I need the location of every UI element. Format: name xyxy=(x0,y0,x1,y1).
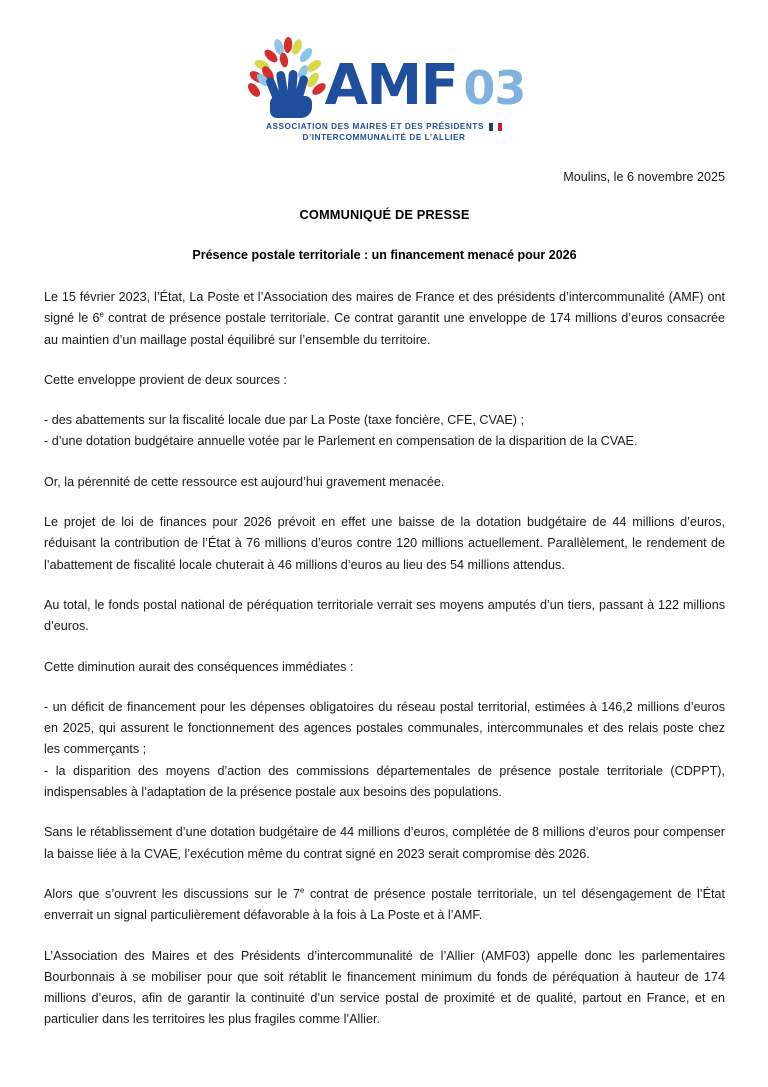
paragraph-finance-bill: Le projet de loi de finances pour 2026 prévoit en effet une baisse de la dotation budgétaire de 44 millions d’euros, réduisant la contribution de l’État à 76 millions d’euros contre 120 millions actuellement. Parallèlement, le rendement de l’abattement de fiscalité locale chuterait à 46 millions d’euros au lieu des 54 millions attendus. xyxy=(44,515,725,572)
list-item-consequence-1: - un déficit de financement pour les dépenses obligatoires du réseau postal territorial, estimées à 146,2 millions d’euros en 2025, qui assurent le fonctionnement des agences postales communales, intercommunales et des relais poste chez les commerçants ; xyxy=(44,699,725,757)
logo-tagline-line1: ASSOCIATION DES MAIRES ET DES PRÉSIDENTS xyxy=(266,122,484,131)
logo-wordmark xyxy=(324,53,526,118)
french-flag-icon xyxy=(489,123,502,131)
amf03-logo xyxy=(0,34,768,143)
amf-hand-tree-logo xyxy=(243,34,331,118)
paragraph-call-to-action: L’Association des Maires et des Présidents d’intercommunalité de l’Allier (AMF03) appelle donc les parlementaires Bourbonnais à se mobiliser pour que soit rétablit le financement minimum du fonds de péréquation à hauteur de 174 millions d’euros, afin de garantir la continuité d’un service postal de proximité et de qualité, partout en France, et en particulier dans les territoires les plus fragiles comme l’Allier. xyxy=(44,948,725,1027)
paragraph-seventh-contract-part2: contrat de présence postale territoriale, un tel désengagement de l’État enverrait un signal particulièrement défavorable à la fois à La Poste et à l’AMF. xyxy=(44,886,725,923)
page-subtitle: Présence postale territoriale : un financement menacé pour 2026 xyxy=(192,248,577,262)
paragraph-intro-part1: Le 15 février 2023, l’État, La Poste et l’Association des maires de France et des présidents d’intercommunalité (AMF) ont signé le 6 xyxy=(44,290,725,326)
logo-wordmark-03: 03 xyxy=(463,61,526,115)
ordinal-superscript-7e: e xyxy=(299,885,305,895)
logo-main-row xyxy=(243,34,526,118)
paragraph-seventh-contract xyxy=(44,884,725,927)
paragraph-restoration: Sans le rétablissement d’une dotation budgétaire de 44 millions d’euros, complétée de 8 millions d’euros pour compenser la baisse liée à la CVAE, l’exécution même du contrat signé en 2023 serait compromise dès 2026. xyxy=(44,825,725,861)
page-title: COMMUNIQUÉ DE PRESSE xyxy=(299,207,470,222)
document-body xyxy=(44,287,725,1050)
paragraph-consequences-intro: Cette diminution aurait des conséquences immédiates : xyxy=(44,659,354,674)
list-item-consequence-2: - la disparition des moyens d’action des commissions départementales de présence postale territoriale (CDPPT), indispensables à l’adaptation de la présence postale aux besoins des populations. xyxy=(44,763,725,800)
list-item-source-2: - d’une dotation budgétaire annuelle votée par le Parlement en compensation de la disparition de la CVAE. xyxy=(44,434,638,449)
logo-wordmark-amf: AMF xyxy=(324,53,458,118)
dateline: Moulins, le 6 novembre 2025 xyxy=(563,170,725,184)
logo-tagline-row1 xyxy=(266,121,502,132)
paragraph-two-sources: Cette enveloppe provient de deux sources : xyxy=(44,372,287,387)
paragraph-total-fund: Au total, le fonds postal national de péréquation territoriale verrait ses moyens amputés d’un tiers, passant à 122 millions d’euros. xyxy=(44,597,725,634)
list-item-source-1: - des abattements sur la fiscalité locale due par La Poste (taxe foncière, CFE, CVAE) ; xyxy=(44,413,524,428)
paragraph-intro xyxy=(44,287,725,351)
paragraph-intro-part2: contrat de présence postale territoriale. Ce contrat garantit une enveloppe de 174 millions d’euros consacrée au maintien d’un maillage postal équilibré sur l’ensemble du territoire. xyxy=(44,311,725,347)
paragraph-seventh-contract-part1: Alors que s’ouvrent les discussions sur le 7 xyxy=(44,886,300,901)
logo-tagline-line2: D’INTERCOMMUNALITÉ DE L’ALLIER xyxy=(302,133,466,142)
ordinal-superscript-6e: e xyxy=(99,310,104,320)
paragraph-threat: Or, la pérennité de cette ressource est aujourd’hui gravement menacée. xyxy=(44,474,445,489)
logo-tagline xyxy=(266,121,502,143)
